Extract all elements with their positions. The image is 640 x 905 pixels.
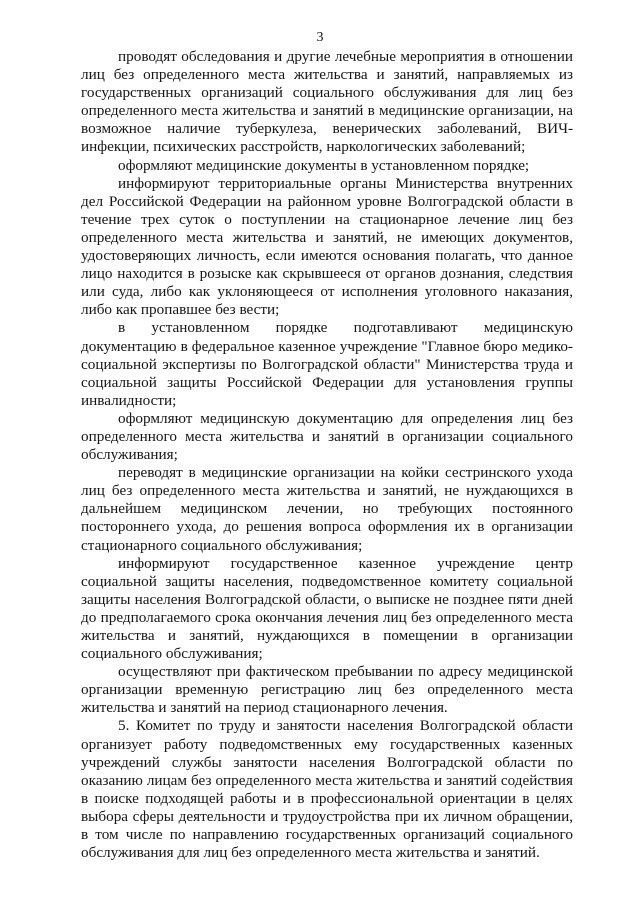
paragraph-temporary-registration: осуществляют при фактическом пребывании по адресу медицинской организации временную регистрацию лиц без определенного места жительства и занятий на период стационарного лечения. (81, 663, 573, 717)
page-number: 3 (316, 30, 324, 45)
paragraph-social-service-documentation: оформляют медицинскую документацию для определения лиц без определенного места жительства и занятий в организации социального обслуживания; (81, 409, 573, 464)
paragraph-inform-social-protection-center: информируют государственное казенное учреждение центр социальной защиты населения, подведомственное комитету социальной защиты населения Волгоградской области, о выписке не позднее пяти дней до предполагаемого срока окончания лечения лиц без определенного места жительства и занятий, нуждающихся в помещении в организации социального обслуживания; (81, 554, 573, 663)
paragraph-medical-documents: оформляют медицинские документы в установленном порядке; (118, 156, 530, 174)
paragraph-nursing-care-transfer: переводят в медицинские организации на койки сестринского ухода лиц без определенного места жительства и занятий, не нуждающихся в дальнейшем медицинском лечении, но требующих постоянного постороннего ухода, до решения вопроса оформления их в организации стационарного социального обслуживания; (81, 464, 573, 554)
paragraph-disability-documentation: в установленном порядке подготавливают медицинскую документацию в федеральное казенное учреждение "Главное бюро медико-социальной экспертизы по Волгоградской области" Министерства труда и социальной защиты Российской Федерации для установления группы инвалидности; (81, 319, 573, 409)
paragraph-inform-interior-ministry: информируют территориальные органы Министерства внутренних дел Российской Федерации на районном уровне Волгоградской области в течение трех суток о поступлении на стационарное лечение лиц без определенного места жительства и занятий, не имеющих документов, удостоверяющих личность, если имеются основания полагать, что данное лицо находится в розыске как скрывшееся от органов дознания, следствия или суда, либо как уклоняющееся от исполнения уголовного наказания, либо как пропавшее без вести; (81, 174, 573, 319)
paragraph-labor-committee: 5. Комитет по труду и занятости населения Волгоградской области организует работу подведомственных ему государственных казенных учреждений службы занятости населения Волгоградской области по оказанию лицам без определенного места жительства и занятий содействия в поиске подходящей работы и в профессиональной ориентации в целях выбора сферы деятельности и трудоустройства при их личном обращении, в том числе по направлению государственных организаций социального обслуживания для лиц без определенного места жительства и занятий. (81, 717, 573, 862)
paragraph-medical-examinations: проводят обследования и другие лечебные мероприятия в отношении лиц без определенного места жительства и занятий, направляемых из государственных организаций социального обслуживания для лиц без определенного места жительства и занятий в медицинские организации, на возможное наличие туберкулеза, венерических заболеваний, ВИЧ-инфекции, психических расстройств, наркологических заболеваний; (81, 48, 573, 156)
document-body (81, 48, 573, 862)
